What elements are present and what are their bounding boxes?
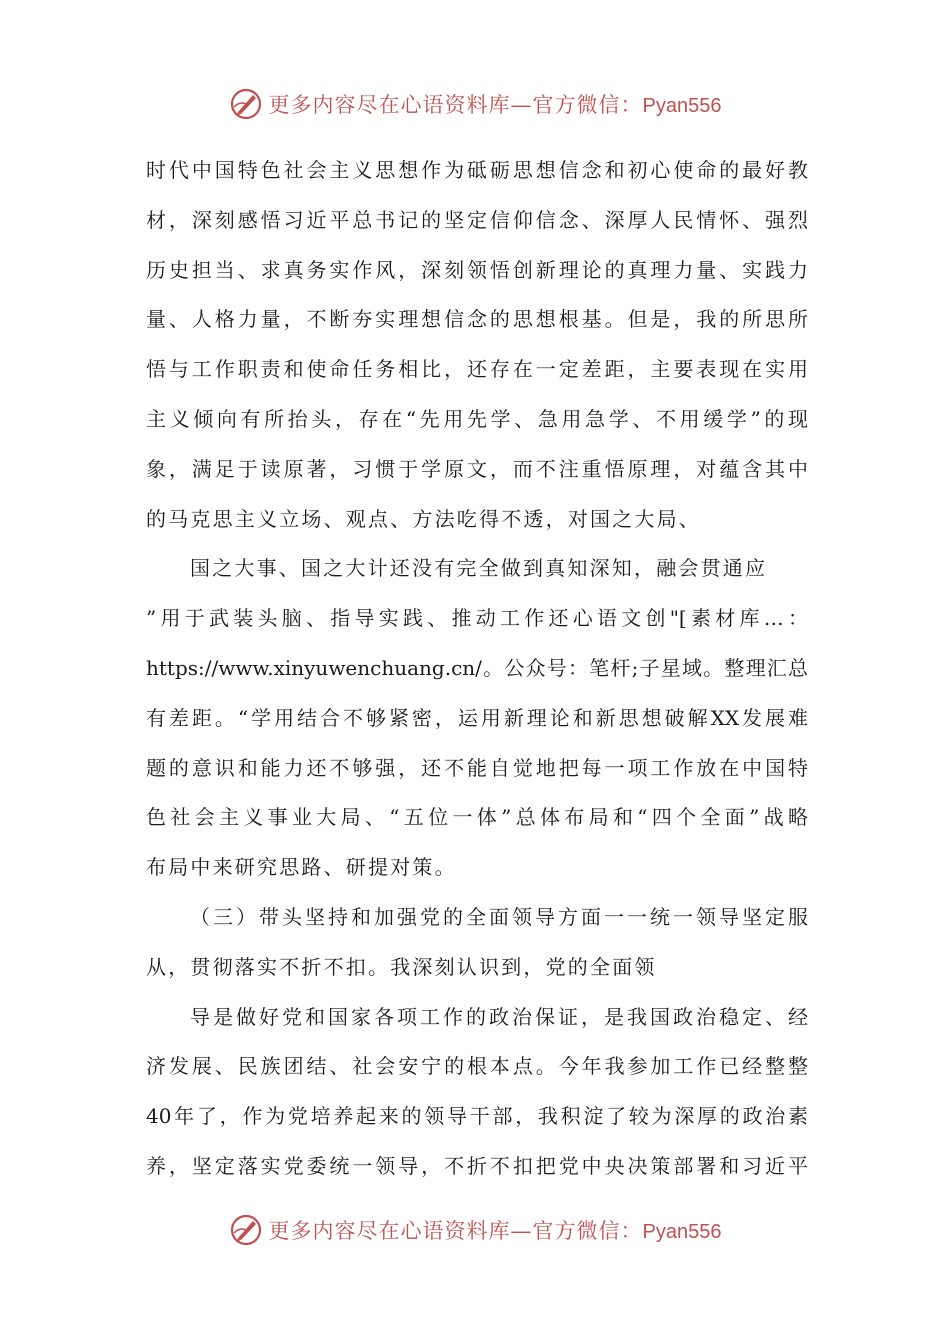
pen-logo-icon [229,1213,263,1247]
body-line: 国之大事、国之大计还没有完全做到真知深知，融会贯通应 [190,556,768,581]
body-line: 象，满足于读原著，习惯于学原文，而不注重悟原理，对蕴含其中 [146,456,808,481]
body-line: 导是做好党和国家各项工作的政治保证，是我国政治稳定、经 [190,1004,808,1029]
body-line: 题的意识和能力还不够强，还不能自觉地把每一项工作放在中国特 [146,755,808,780]
header-banner [0,82,950,126]
body-line-url: https://www.xinyuwenchuang.cn/。公众号：笔杆;子星域。整理汇总 [146,655,808,680]
document-body [146,146,808,1192]
body-line: （三）带头坚持和加强党的全面领导方面一一统一领导坚定服 [190,904,808,929]
body-line: 从，贯彻落实不折不扣。我深刻认识到，党的全面领 [146,954,657,979]
body-line: 悟与工作职责和使命任务相比，还存在一定差距，主要表现在实用 [146,357,808,382]
pen-logo-icon [229,87,263,121]
body-line: 济发展、民族团结、社会安宁的根本点。今年我参加工作已经整整 [146,1054,808,1079]
body-line: 色社会主义事业大局、“五位一体”总体布局和“四个全面”战略 [146,805,808,830]
body-line: 量、人格力量，不断夯实理想信念的思想根基。但是，我的所思所 [146,307,808,332]
footer-banner [0,1208,950,1252]
body-line: 布局中来研究思路、研提对策。 [146,855,457,880]
body-line: 有差距。“学用结合不够紧密，运用新理论和新思想破解XX发展难 [146,705,808,730]
header-text: 更多内容尽在心语资料库—官方微信：Pyan556 [268,93,722,117]
body-line: 的马克思主义立场、观点、方法吃得不透，对国之大局、 [146,506,701,531]
footer-text: 更多内容尽在心语资料库—官方微信：Pyan556 [268,1219,722,1243]
body-line: 历史担当、求真务实作风，深刻领悟创新理论的真理力量、实践力 [146,257,808,282]
body-line: 养，坚定落实党委统一领导，不折不扣把党中央决策部署和习近平 [146,1153,808,1178]
header-wechat-id: Pyan556 [642,95,722,117]
body-line: 时代中国特色社会主义思想作为砥砺思想信念和初心使命的最好教 [146,158,808,182]
body-line: 40年了，作为党培养起来的领导干部，我积淀了较为深厚的政治素 [146,1104,808,1129]
body-line: 材，深刻感悟习近平总书记的坚定信仰信念、深厚人民情怀、强烈 [146,207,808,232]
footer-wechat-id: Pyan556 [642,1221,722,1243]
body-line: 主义倾向有所抬头，存在“先用先学、急用急学、不用缓学”的现 [146,406,808,431]
body-line: ”用于武装头脑、指导实践、推动工作还心语文创"[素材库…： [146,606,808,631]
